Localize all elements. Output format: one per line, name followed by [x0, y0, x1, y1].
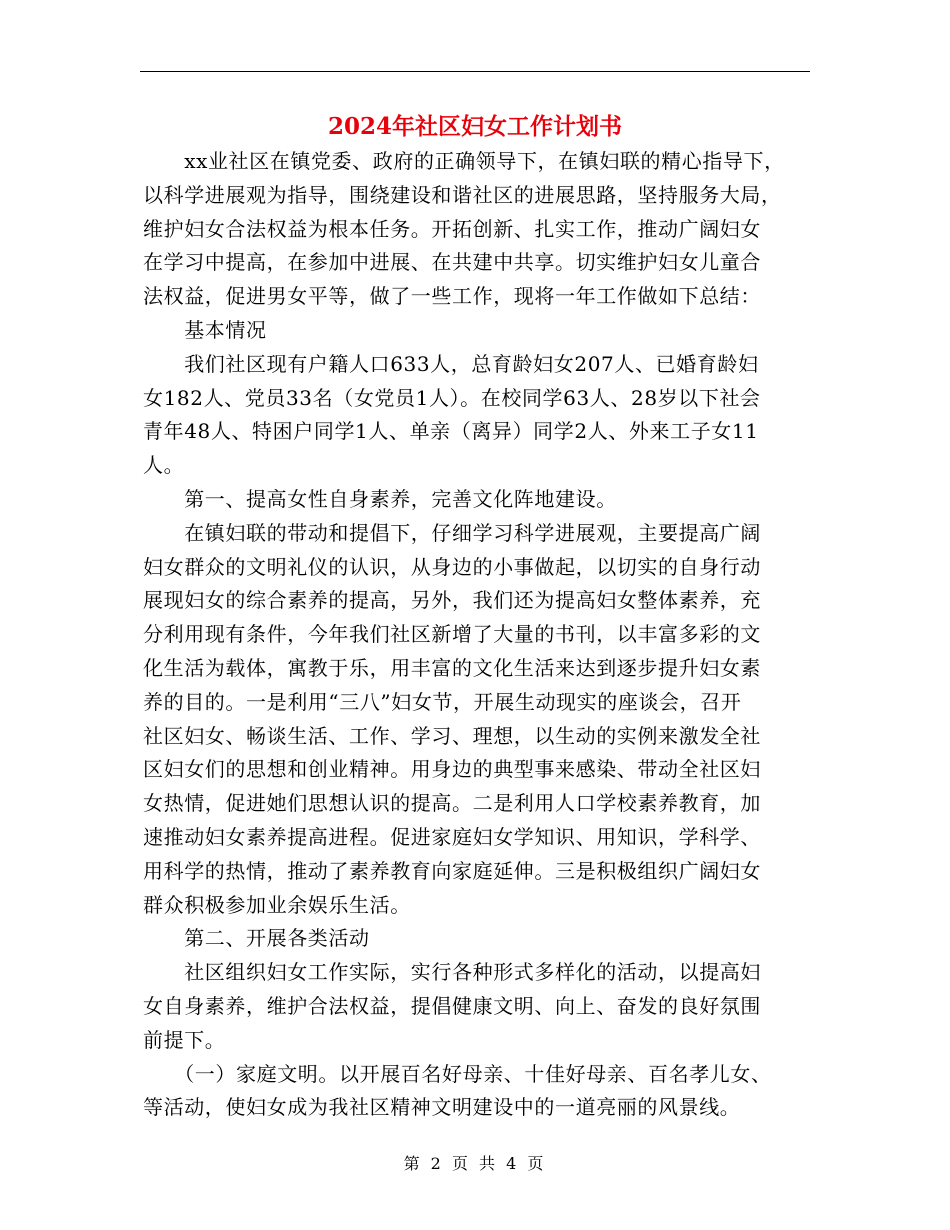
- section-heading: 基本情况: [143, 317, 267, 342]
- body-line: 展现妇女的综合素养的提高，另外，我们还为提高妇女整体素养，充: [143, 588, 761, 613]
- body-line: 在镇妇联的带动和提倡下，仔细学习科学进展观，主要提高广阔: [143, 520, 761, 545]
- body-line: 用科学的热情，推动了素养教育向家庭延伸。三是积极组织广阔妇女: [143, 858, 761, 883]
- document-title: 2024年社区妇女工作计划书: [327, 113, 622, 140]
- section-heading: 第二、开展各类活动: [143, 926, 370, 951]
- body-line: 在学习中提高，在参加中进展、在共建中共享。切实维护妇女儿童合: [143, 250, 761, 275]
- body-line: 养的目的。一是利用“三八”妇女节，开展生动现实的座谈会，召开: [143, 689, 742, 714]
- body-line: 区妇女们的思想和创业精神。用身边的典型事来感染、带动全社区妇: [143, 757, 761, 782]
- section-heading: 第一、提高女性自身素养，完善文化阵地建设。: [143, 486, 617, 511]
- body-line: 人。: [143, 453, 185, 478]
- body-line: （一）家庭文明。以开展百名好母亲、十佳好母亲、百名孝儿女、: [143, 1061, 772, 1086]
- body-line: 妇女群众的文明礼仪的认识，从身边的小事做起，以切实的自身行动: [143, 554, 761, 579]
- document-body: [143, 145, 813, 1125]
- body-line: 分利用现有条件，今年我们社区新增了大量的书刊，以丰富多彩的文: [143, 622, 761, 647]
- body-line: 社区组织妇女工作实际，实行各种形式多样化的活动，以提高妇: [143, 960, 761, 985]
- body-line: 青年48人、特困户同学1人、单亲（离异）同学2人、外来工子女11: [143, 419, 759, 444]
- header-rule: [140, 71, 810, 72]
- body-line: 我们社区现有户籍人口633人，总育龄妇女207人、已婚育龄妇: [143, 351, 759, 376]
- body-line: 等活动，使妇女成为我社区精神文明建设中的一道亮丽的风景线。: [143, 1095, 741, 1120]
- body-line: 前提下。: [143, 1027, 226, 1052]
- page-number: 第 2 页 共 4 页: [403, 1154, 547, 1173]
- body-line: 社区妇女、畅谈生活、工作、学习、理想，以生动的实例来激发全社: [143, 723, 761, 748]
- body-line: 群众积极参加业余娱乐生活。: [143, 892, 411, 917]
- body-line: 女182人、党员33名（女党员1人）。在校同学63人、28岁以下社会: [143, 385, 761, 410]
- body-line: xx业社区在镇党委、政府的正确领导下，在镇妇联的精心指导下，: [143, 149, 785, 173]
- body-line: 女热情，促进她们思想认识的提高。二是利用人口学校素养教育，加: [143, 791, 761, 816]
- body-line: 法权益，促进男女平等，做了一些工作，现将一年工作做如下总结：: [143, 284, 761, 309]
- body-line: 女自身素养，维护合法权益，提倡健康文明、向上、奋发的良好氛围: [143, 993, 761, 1018]
- body-line: 维护妇女合法权益为根本任务。开拓创新、扎实工作，推动广阔妇女: [143, 216, 761, 241]
- body-line: 以科学进展观为指导，围绕建设和谐社区的进展思路，坚持服务大局，: [143, 182, 782, 207]
- body-line: 速推动妇女素养提高进程。促进家庭妇女学知识、用知识，学科学、: [143, 824, 761, 849]
- body-line: 化生活为载体，寓教于乐，用丰富的文化生活来达到逐步提升妇女素: [143, 655, 761, 680]
